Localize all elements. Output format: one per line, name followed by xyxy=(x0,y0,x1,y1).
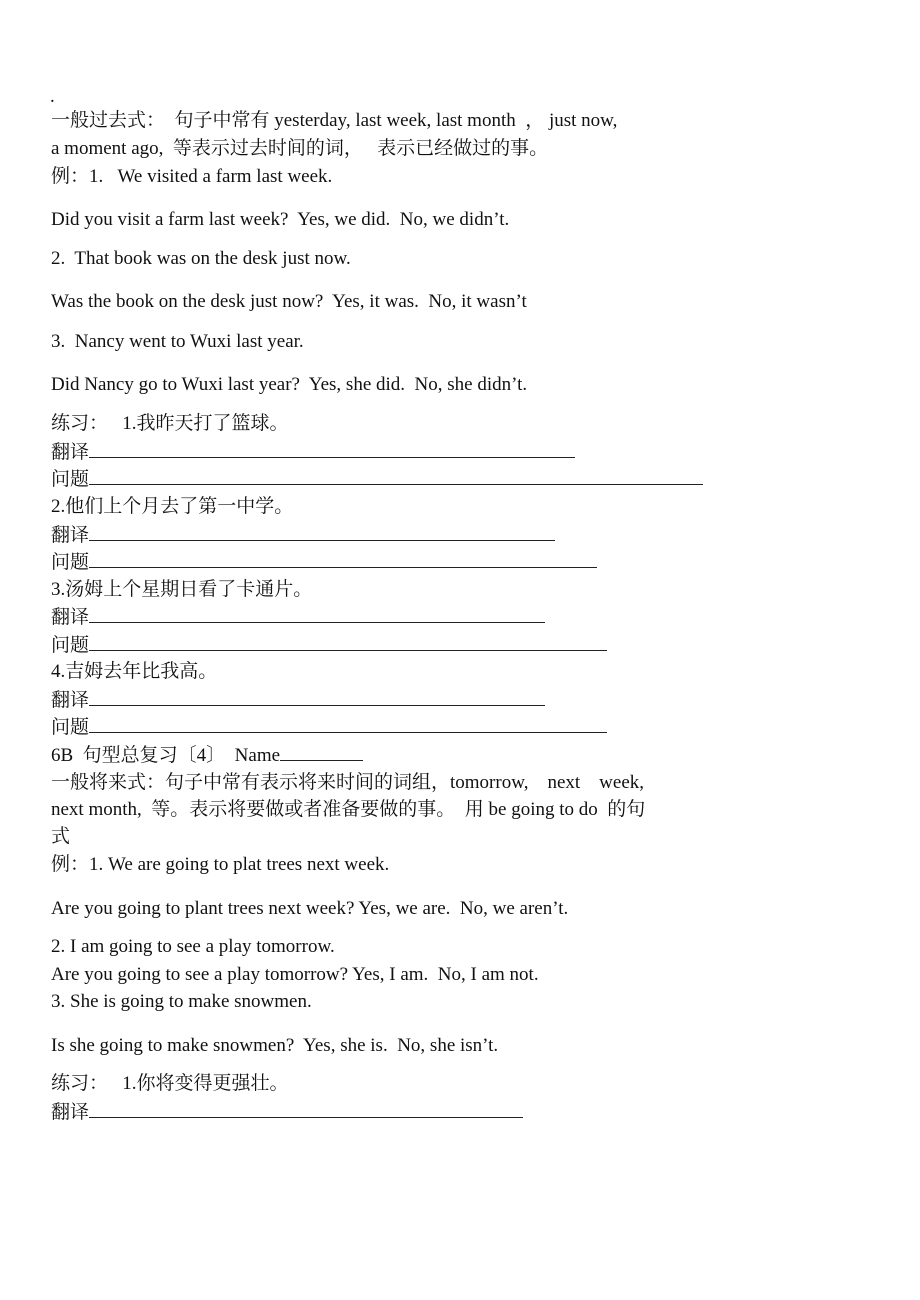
future-header: 6B 句型总复习〔4〕 Name xyxy=(51,745,281,766)
past-example-3: 3. Nancy went to Wuxi last year. xyxy=(51,331,304,352)
past-practice-heading: 练习： 1.我昨天打了篮球。 xyxy=(51,413,289,434)
translate-label: 翻译 xyxy=(51,607,90,628)
future-header-row xyxy=(51,744,363,767)
past-example-2-question: Was the book on the desk just now? Yes, it was. No, it wasn’t xyxy=(51,291,527,312)
future-practice-heading: 练习： 1.你将变得更强壮。 xyxy=(51,1073,289,1094)
translate-row xyxy=(51,689,545,712)
question-label: 问题 xyxy=(51,635,90,656)
question-row xyxy=(51,716,607,739)
answer-blank[interactable] xyxy=(89,524,555,541)
future-example-3-question: Is she going to make snowmen? Yes, she is. No, she isn’t. xyxy=(51,1035,499,1056)
question-label: 问题 xyxy=(51,717,90,738)
answer-blank[interactable] xyxy=(89,606,545,623)
name-blank[interactable] xyxy=(280,744,363,761)
past-example-1-question: Did you visit a farm last week? Yes, we did. No, we didn’t. xyxy=(51,209,510,230)
past-practice-3: 3.汤姆上个星期日看了卡通片。 xyxy=(51,579,313,600)
translate-row xyxy=(51,1101,523,1124)
answer-blank[interactable] xyxy=(89,716,607,733)
translate-row xyxy=(51,524,555,547)
answer-blank[interactable] xyxy=(89,551,597,568)
future-example-2-question: Are you going to see a play tomorrow? Yes, I am. No, I am not. xyxy=(51,964,539,985)
question-label: 问题 xyxy=(51,552,90,573)
past-intro-line-2: a moment ago, 等表示过去时间的词， 表示已经做过的事。 xyxy=(51,138,549,159)
future-intro-line-2: next month, 等。表示将要做或者准备要做的事。 用 be going to do 的句 xyxy=(51,799,646,820)
question-row xyxy=(51,634,607,657)
question-label: 问题 xyxy=(51,469,90,490)
translate-label: 翻译 xyxy=(51,525,90,546)
future-example-2: 2. I am going to see a play tomorrow. xyxy=(51,936,335,957)
answer-blank[interactable] xyxy=(89,1101,523,1118)
future-intro-line-3: 式 xyxy=(51,826,71,847)
past-practice-2: 2.他们上个月去了第一中学。 xyxy=(51,496,294,517)
past-example-3-question: Did Nancy go to Wuxi last year? Yes, she did. No, she didn’t. xyxy=(51,374,528,395)
future-example-1: 例：1. We are going to plat trees next week. xyxy=(51,854,390,875)
translate-label: 翻译 xyxy=(51,690,90,711)
past-example-1: 例：1. We visited a farm last week. xyxy=(51,166,333,187)
past-example-2: 2. That book was on the desk just now. xyxy=(51,248,351,269)
translate-label: 翻译 xyxy=(51,442,90,463)
translate-row xyxy=(51,441,575,464)
answer-blank[interactable] xyxy=(89,441,575,458)
answer-blank[interactable] xyxy=(89,468,703,485)
answer-blank[interactable] xyxy=(89,689,545,706)
question-row xyxy=(51,468,703,491)
answer-blank[interactable] xyxy=(89,634,607,651)
future-intro-line-1: 一般将来式：句子中常有表示将来时间的词组，tomorrow, next week, xyxy=(51,772,644,793)
past-practice-4: 4.吉姆去年比我高。 xyxy=(51,661,218,682)
future-example-3: 3. She is going to make snowmen. xyxy=(51,991,312,1012)
question-row xyxy=(51,551,597,574)
translate-label: 翻译 xyxy=(51,1102,90,1123)
past-intro-line-1: 一般过去式： 句子中常有 yesterday, last week, last month ， just now, xyxy=(51,110,618,131)
future-example-1-question: Are you going to plant trees next week? Yes, we are. No, we aren’t. xyxy=(51,898,569,919)
top-mark: . xyxy=(50,86,55,107)
translate-row xyxy=(51,606,545,629)
